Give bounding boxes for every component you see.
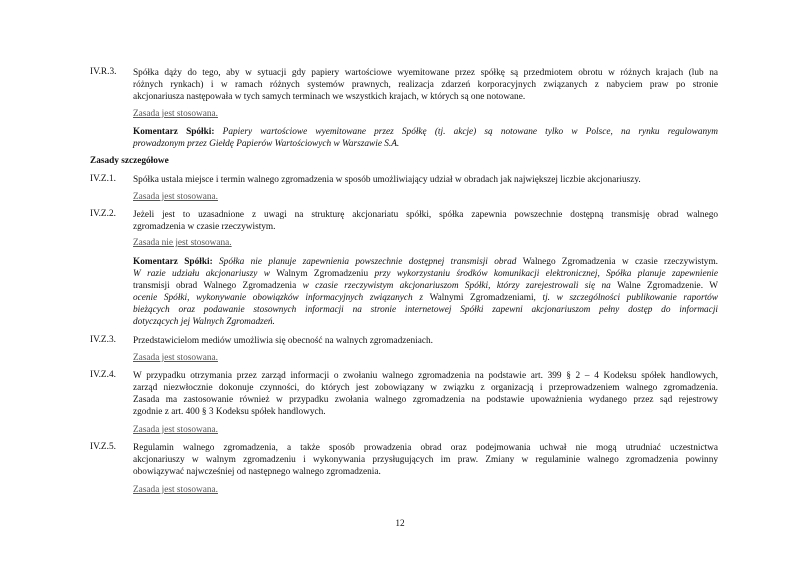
text-line	[133, 280, 718, 292]
section-heading: Zasady szczegółowe	[90, 156, 169, 166]
rule-iv-z-3	[90, 335, 718, 347]
rule-number: IV.Z.5.	[90, 442, 116, 452]
text-run: Spółka ustala miejsce i termin walnego zgromadzenia w sposób umożliwiający udział w obradach jak największej liczbie akcjonariuszy.	[133, 175, 641, 185]
text-run: W razie udziału akcjonariuszy w	[133, 269, 277, 279]
rule-iv-z-5	[90, 442, 718, 478]
status-text: Zasada jest stosowana.	[133, 109, 218, 119]
text-run: Komentarz Spółki:	[133, 257, 220, 267]
status-text: Zasada jest stosowana.	[133, 192, 218, 202]
text-run: dotyczących jej Walnych Zgromadzeń.	[133, 317, 275, 327]
text-line	[133, 335, 718, 347]
company-comment	[90, 256, 718, 328]
text-run: akcjonariuszy w walnym zgromadzeniu i wykonywania przysługujących im praw. Zmiany w regulaminie walnego zgromadzenia powinny	[133, 455, 718, 465]
paragraph-body	[133, 442, 718, 478]
text-line	[133, 454, 718, 466]
paragraph-body	[133, 370, 718, 418]
rule-number: IV.Z.3.	[90, 335, 116, 345]
company-comment	[90, 126, 718, 150]
text-run: Jeżeli jest to uzasadnione z uwagi na strukturę akcjonariatu spółki, spółka zapewnia powszechnie dostępną transmisję obrad walnego	[133, 210, 718, 220]
text-line	[133, 466, 718, 478]
rule-number: IV.Z.1.	[90, 174, 116, 184]
paragraph-body	[133, 126, 718, 150]
text-line	[133, 316, 718, 328]
text-line	[133, 209, 718, 221]
rule-number: IV.R.3.	[90, 67, 117, 77]
text-line	[133, 67, 718, 79]
text-run: Papiery wartościowe wyemitowane przez Spółkę (tj. akcje) są notowane tylko w Polsce, na rynku regulowanym	[222, 127, 718, 137]
status-text: Zasada jest stosowana.	[133, 485, 218, 495]
text-run: bieżących oraz podawanie stosownych informacji na stronie internetowej Spółki zapewni akcjonariuszom pełny dostęp do informacji	[133, 305, 718, 315]
text-line	[133, 304, 718, 316]
text-run: Regulamin walnego zgromadzenia, a także sposób prowadzenia obrad oraz podejmowania uchwał nie mogą utrudniać uczestnictwa	[133, 443, 718, 453]
text-run: Spółka nie planuje zapewnienia powszechnie dostępnej transmisji obrad	[219, 257, 523, 267]
text-run: akcjonariusza następowała w tych samych terminach we wszystkich krajach, w których są one notowane.	[133, 92, 526, 102]
text-run: Walnego Zgromadzenia w czasie rzeczywistym.	[522, 257, 718, 267]
status-text: Zasada nie jest stosowana.	[133, 238, 232, 248]
text-run: zgodnie z art. 400 § 3 Kodeksu spółek handlowych.	[133, 407, 326, 417]
text-run: Spółka dąży do tego, aby w sytuacji gdy papiery wartościowe wyemitowane przez spółkę są przedmiotem obrotu w różnych krajach (lub na	[133, 68, 718, 78]
text-line	[133, 174, 718, 186]
text-line	[133, 442, 718, 454]
text-line	[133, 221, 718, 233]
paragraph-body	[133, 67, 718, 103]
text-run: w czasie rzeczywistym akcjonariuszom Spółki, którzy zarejestrowali się na	[302, 281, 618, 291]
status-text: Zasada jest stosowana.	[133, 353, 218, 363]
text-run: Przedstawicielom mediów umożliwia się obecność na walnych zgromadzeniach.	[133, 336, 433, 346]
text-run: obowiązywać najwcześniej od następnego walnego zgromadzenia.	[133, 467, 381, 477]
text-run: zgromadzenia w czasie rzeczywistym.	[133, 222, 276, 232]
text-run: ocenie Spółki, wykonywanie obowiązków informacyjnych związanych z	[133, 293, 430, 303]
text-run: prowadzonym przez Giełdę Papierów Wartościowych w Warszawie S.A.	[133, 139, 400, 149]
status-text: Zasada jest stosowana.	[133, 425, 218, 435]
text-run: W przypadku otrzymania przez zarząd informacji o zwołaniu walnego zgromadzenia na podstawie art. 399 § 2 – 4 Kodeksu spółek handlowych,	[133, 371, 718, 381]
rule-number: IV.Z.2.	[90, 209, 116, 219]
text-line	[133, 79, 718, 91]
text-line	[133, 370, 718, 382]
rule-number: IV.Z.4.	[90, 370, 116, 380]
text-run: Komentarz Spółki:	[133, 127, 223, 137]
paragraph-body	[133, 335, 718, 347]
paragraph-body	[133, 209, 718, 233]
rule-iv-z-2	[90, 209, 718, 233]
text-run: Walnym Zgromadzeniu	[276, 269, 375, 279]
paragraph-body	[133, 256, 718, 328]
rule-iv-z-4	[90, 370, 718, 418]
text-line	[133, 292, 718, 304]
paragraph-body	[133, 174, 718, 186]
text-line	[133, 382, 718, 394]
text-line	[133, 394, 718, 406]
text-run: Walne Zgromadzenie. W	[617, 281, 718, 291]
text-run: różnych rynkach) i w ramach różnych systemów prawnych, realizacja zdarzeń korporacyjnych związanych z nabyciem praw po stronie	[133, 80, 718, 90]
text-line	[133, 91, 718, 103]
rule-iv-z-1	[90, 174, 718, 186]
text-run: Walnymi Zgromadzeniami,	[429, 293, 543, 303]
text-line	[133, 256, 718, 268]
text-run: transmisji obrad Walnego Zgromadzenia	[133, 281, 303, 291]
text-line	[133, 268, 718, 280]
text-run: tj. w szczególności publikowanie raportów	[542, 293, 718, 303]
text-run: przy wykorzystaniu środków komunikacji elektronicznej, Spółka planuje zapewnienie	[374, 269, 718, 279]
text-run: Zasada ma zastosowanie również w przypadku zwołania walnego zgromadzenia na podstawie upoważnienia wydanego przez sąd rejestrowy	[133, 395, 718, 405]
text-run: zarząd niezwłocznie dokonuje czynności, do których jest zobowiązany w związku z organizacją i przeprowadzeniem walnego zgromadzenia.	[133, 383, 718, 393]
text-line	[133, 406, 718, 418]
rule-iv-r-3	[90, 67, 718, 103]
text-line	[133, 138, 718, 150]
page-number: 12	[395, 519, 405, 529]
text-line	[133, 126, 718, 138]
